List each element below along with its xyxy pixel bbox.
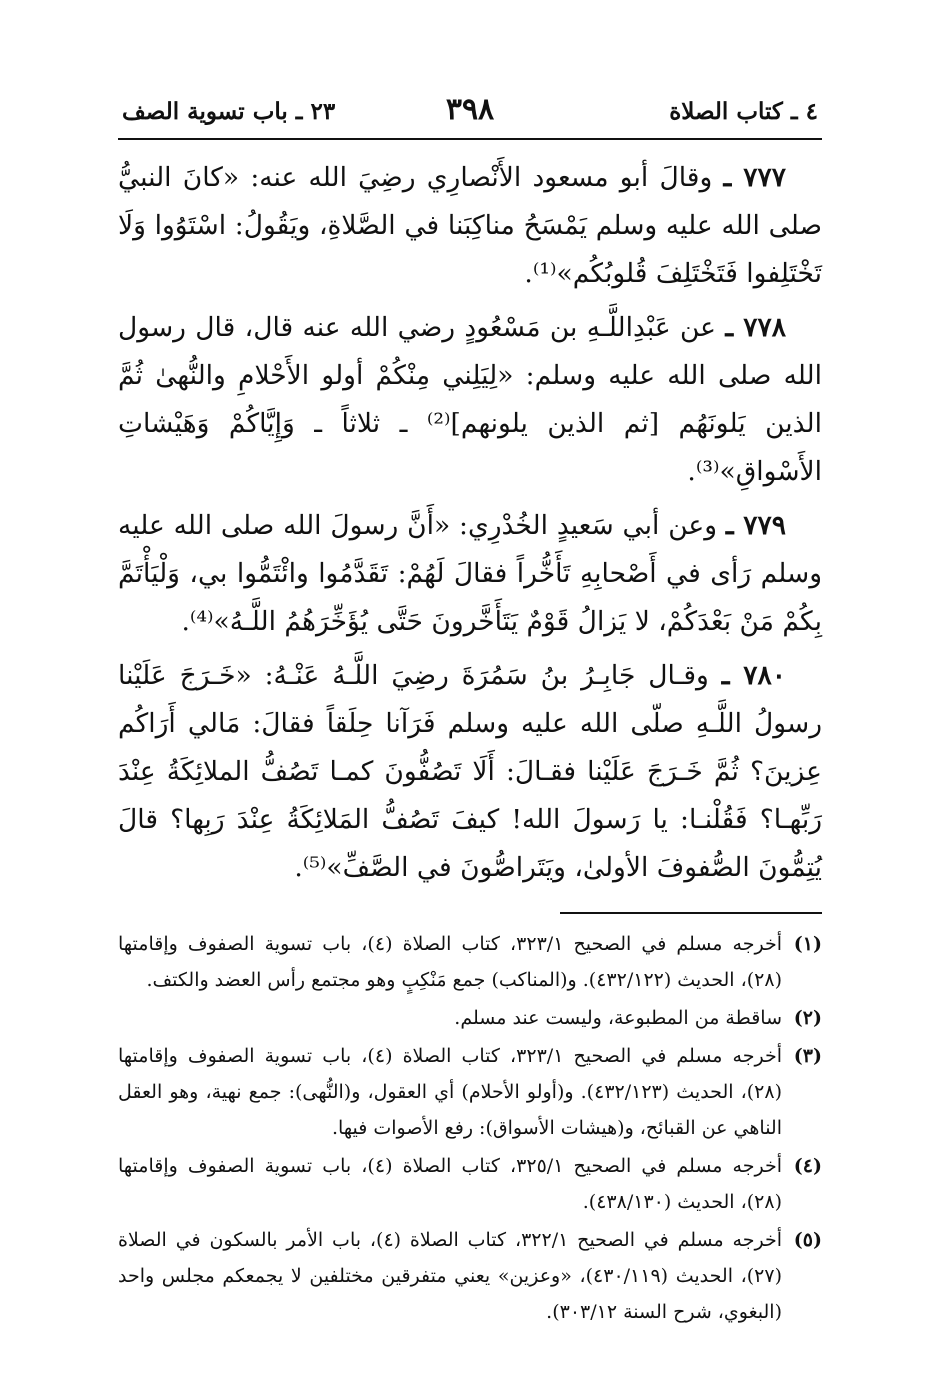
hadith-number: ٧٧٩ ـ [725,510,786,541]
footnote-text: أخرجه مسلم في الصحيح ٣٢٥/١، كتاب الصلاة (٤)، باب تسوية الصفوف وإقامتها (٢٨)، الحديث (٤٣٨/١٣٠). [118,1155,782,1213]
hadith-number: ٧٧٧ ـ [723,162,786,193]
hadith-780 [118,652,822,892]
hadith-text: وقـال جَابِـرُ بنُ سَمُرَةَ رضِيَ اللَّـهُ عَنْـهُ: «خَـرَجَ عَلَيْنا رسولُ اللَّـهِ صلّى الله عليه وسلم فَرَآنا حِلَقاً فقالَ: مَالي أَرَاكُم عِزينَ؟ ثُمَّ خَـرَجَ عَلَيْنا فقـالَ: أَلَا تَصُفُّونَ كمـا تَصُفُّ الملائِكَةُ عِنْدَ رَبِّهـا؟ فَقُلْنـا: يا رَسولَ الله! كيفَ تَصُفُّ المَلائِكَةُ عِنْدَ رَبِها؟ قالَ يُتِمُّونَ الصُّفوفَ الأولىٰ، ويَتَراصُّونَ في الصَّفِّ»⁽⁵⁾. [118,660,822,883]
footnote-text: أخرجه مسلم في الصحيح ٣٢٣/١، كتاب الصلاة (٤)، باب تسوية الصفوف وإقامتها (٢٨)، الحديث (٤٣٢/١٢٢). و(المناكب) جمع مَنْكِبٍ وهو مجتمع رأس العضد والكتف. [118,933,782,991]
header-section: ٢٣ ـ باب تسوية الصف [122,98,336,125]
hadith-779 [118,502,822,646]
footnote-2 [118,1000,822,1036]
hadith-number: ٧٧٨ ـ [725,312,786,343]
footnotes [118,926,822,1330]
running-header [118,92,822,140]
footnote-marker: (٤) [793,1155,822,1177]
footnote-5 [118,1222,822,1330]
hadith-number: ٧٨٠ ـ [721,660,786,691]
hadith-778 [118,304,822,496]
hadith-text: وعن أبي سَعيدٍ الخُدْرِي: «أَنَّ رسولَ الله صلى الله عليه وسلم رَأى في أَصْحابِهِ تَأَخُّراً فقالَ لَهُمْ: تَقَدَّمُوا وائْتَمُّوا بي، وَلْيَأْتَمَّ بِكُمْ مَنْ بَعْدَكُمْ، لا يَزالُ قَوْمٌ يَتَأَخَّرونَ حَتَّى يُؤَخِّرَهُمُ اللَّـهُ»⁽⁴⁾. [118,510,822,637]
footnote-4 [118,1148,822,1220]
footnote-marker: (١) [793,933,822,955]
footnote-1 [118,926,822,998]
hadith-text: عن عَبْدِاللَّـهِ بن مَسْعُودٍ رضي الله عنه قال، قال رسول الله صلى الله عليه وسلم: «لِيَلِني مِنْكُمْ أولو الأَحْلامِ والنُّهىٰ ثُمَّ الذين يَلونَهُم [ثم الذين يلونهم]⁽²⁾ ـ ثلاثاً ـ وَإِيَّاكُمْ وَهَيْشاتِ الأَسْواقِ»⁽³⁾. [118,312,822,487]
main-text [118,154,822,892]
page-number: ٣٩٨ [445,92,495,127]
footnote-marker: (٥) [793,1229,822,1251]
hadith-text: وقالَ أبو مسعود الأَنْصارِي رضِيَ الله عنه: «كانَ النبيُّ صلى الله عليه وسلم يَمْسَحُ مناكِبَنا في الصَّلاةِ، ويَقُولُ: اسْتَوُوا وَلَا تَخْتَلِفوا فَتَخْتَلِفَ قُلوبُكُم»⁽¹⁾. [118,162,822,289]
footnote-marker: (٣) [793,1045,822,1067]
footnote-text: ساقطة من المطبوعة، وليست عند مسلم. [454,1007,782,1029]
header-chapter: ٤ ـ كتاب الصلاة [669,98,818,125]
footnote-text: أخرجه مسلم في الصحيح ٣٢٣/١، كتاب الصلاة (٤)، باب تسوية الصفوف وإقامتها (٢٨)، الحديث (٤٣٢/١٢٣). و(أولو الأحلام) أي العقول، و(النُّهى): جمع نهية، وهو العقل الناهي عن القبائح، و(هيشات الأسواق): رفع الأصوات فيها. [118,1045,783,1139]
footnote-separator [560,912,822,914]
footnote-3 [118,1038,822,1146]
hadith-777 [118,154,822,298]
footnote-rule-wrap [118,898,822,926]
footnote-text: أخرجه مسلم في الصحيح ٣٢٢/١، كتاب الصلاة (٤)، باب الأمر بالسكون في الصلاة (٢٧)، الحديث (٤٣٠/١١٩)، «وعزين» يعني متفرقين مختلفين لا يجمعكم مجلس واحد (البغوي، شرح السنة ٣٠٣/١٢). [118,1229,782,1323]
footnote-marker: (٢) [793,1007,822,1029]
